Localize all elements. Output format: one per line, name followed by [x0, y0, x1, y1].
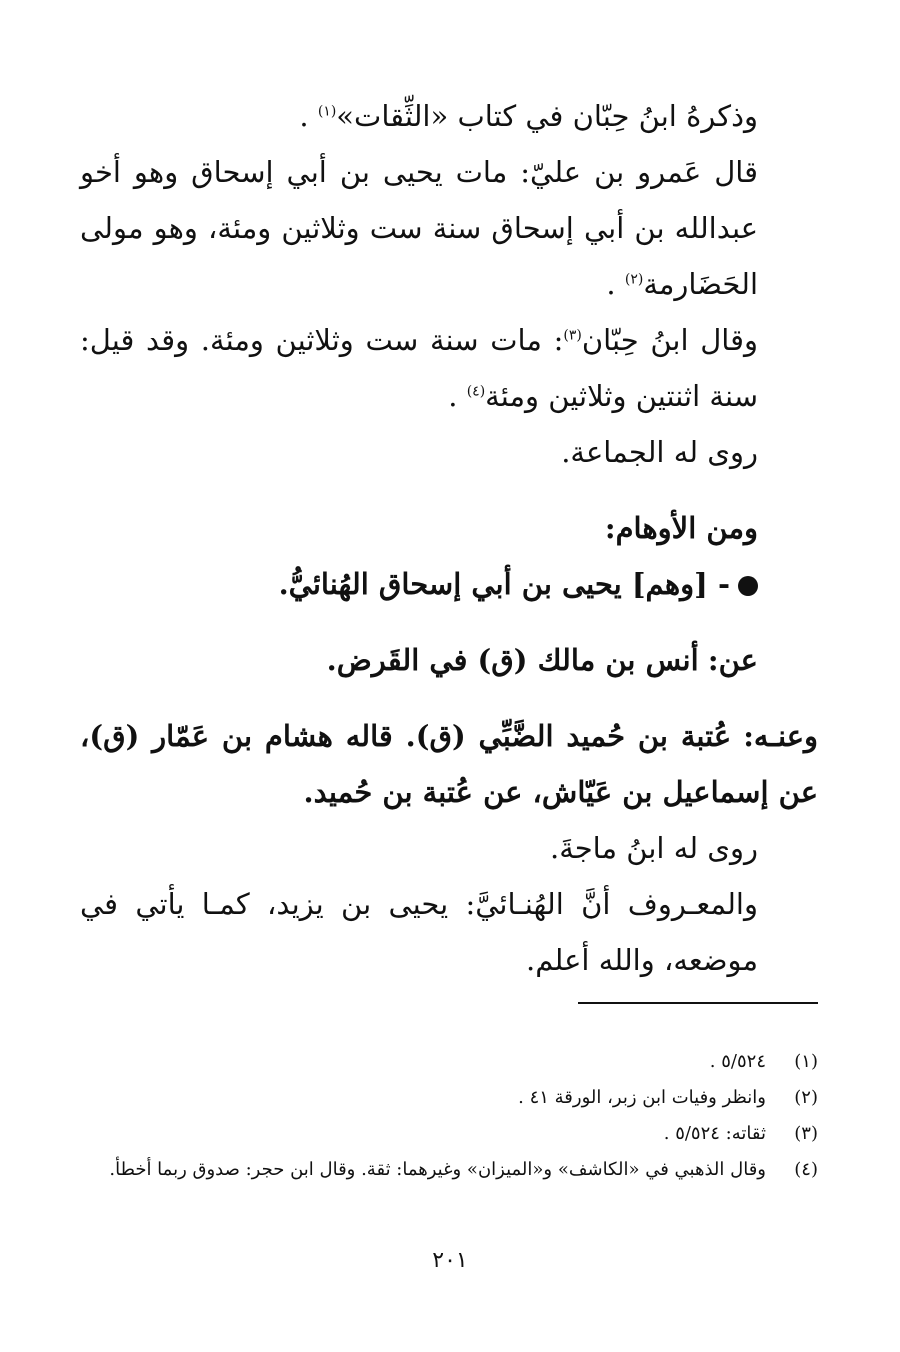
footnote-text: وقال الذهبي في «الكاشف» و«الميزان» وغيرهما: ثقة. وقال ابن حجر: صدوق ربما أخطأ.	[109, 1159, 766, 1180]
paragraph-2-text: قال عَمرو بن عليّ: مات يحيى بن أبي إسحاق وهو أخو عبدالله بن أبي إسحاق سنة ست وثلاثين ومئة، وهو مولى الحَضَارمة	[80, 155, 758, 301]
footnote-text: ثقاته: ٥/٥٢٤ .	[663, 1123, 766, 1144]
footnote-text: ٥/٥٢٤ .	[709, 1051, 766, 1072]
footnote-text: وانظر وفيات ابن زبر، الورقة ٤١ .	[518, 1087, 766, 1108]
section-heading: ومن الأوهام:	[604, 511, 758, 545]
footnote-separator	[578, 1002, 818, 1004]
footnote-ref-3[interactable]: (٣)	[563, 327, 582, 344]
paragraph-5: روى له ابنُ ماجةَ.	[549, 831, 758, 865]
entry-text: - [وهم] يحيى بن أبي إسحاق الهُنائيُّ.	[278, 567, 730, 601]
main-text	[80, 88, 818, 988]
from-line	[80, 632, 818, 688]
footnote-4	[80, 1152, 818, 1188]
page-number: ٢٠١	[432, 1248, 468, 1273]
footnote-number: (٣)	[794, 1123, 818, 1144]
paragraph-4: روى له الجماعة.	[561, 435, 758, 469]
bullet-icon	[738, 576, 758, 596]
paragraph-2-end: .	[606, 267, 616, 301]
paragraph-1	[80, 88, 818, 144]
paragraph-1-end: .	[299, 99, 309, 133]
paragraph-3-end: .	[448, 379, 458, 413]
entry-line	[80, 556, 818, 612]
paragraph-3-text-a: وقال ابنُ حِبّان	[581, 323, 758, 357]
paragraph-1-text: وذكرهُ ابنُ حِبّان في كتاب «الثِّقات»	[336, 99, 758, 133]
footnote-1	[80, 1044, 818, 1080]
footnote-ref-2[interactable]: (٢)	[624, 271, 644, 288]
footnote-ref-4[interactable]: (٤)	[466, 383, 486, 400]
footnote-3	[80, 1116, 818, 1152]
paragraph-3	[80, 312, 818, 424]
paragraph-6: والمعـروف أنَّ الهُنـائيَّ: يحيى بن يزيد، كمـا يأتي في موضعه، والله أعلم.	[80, 887, 758, 977]
paragraph-3-text-b: : مات سنة ست وثلاثين ومئة. وقد قيل: سنة اثنتين وثلاثين ومئة	[80, 323, 758, 413]
footnote-ref-1[interactable]: (١)	[317, 103, 337, 120]
from-label: عن:	[707, 643, 758, 677]
paragraph-2	[80, 144, 818, 312]
footnote-number: (١)	[794, 1051, 818, 1072]
footnotes	[80, 1044, 818, 1188]
footnote-2	[80, 1080, 818, 1116]
by-text: عُتبة بن حُميد الضَّبِّي (ق). قاله هشام بن عَمّار (ق)، عن إسماعيل بن عَيّاش، عن عُتبة بن حُميد.	[80, 719, 818, 809]
by-label: وعنـه:	[743, 719, 819, 753]
footnote-number: (٤)	[794, 1159, 818, 1180]
from-text: أنس بن مالك (ق) في القَرض.	[326, 643, 699, 677]
by-paragraph	[80, 708, 818, 820]
footnote-number: (٢)	[794, 1087, 818, 1108]
